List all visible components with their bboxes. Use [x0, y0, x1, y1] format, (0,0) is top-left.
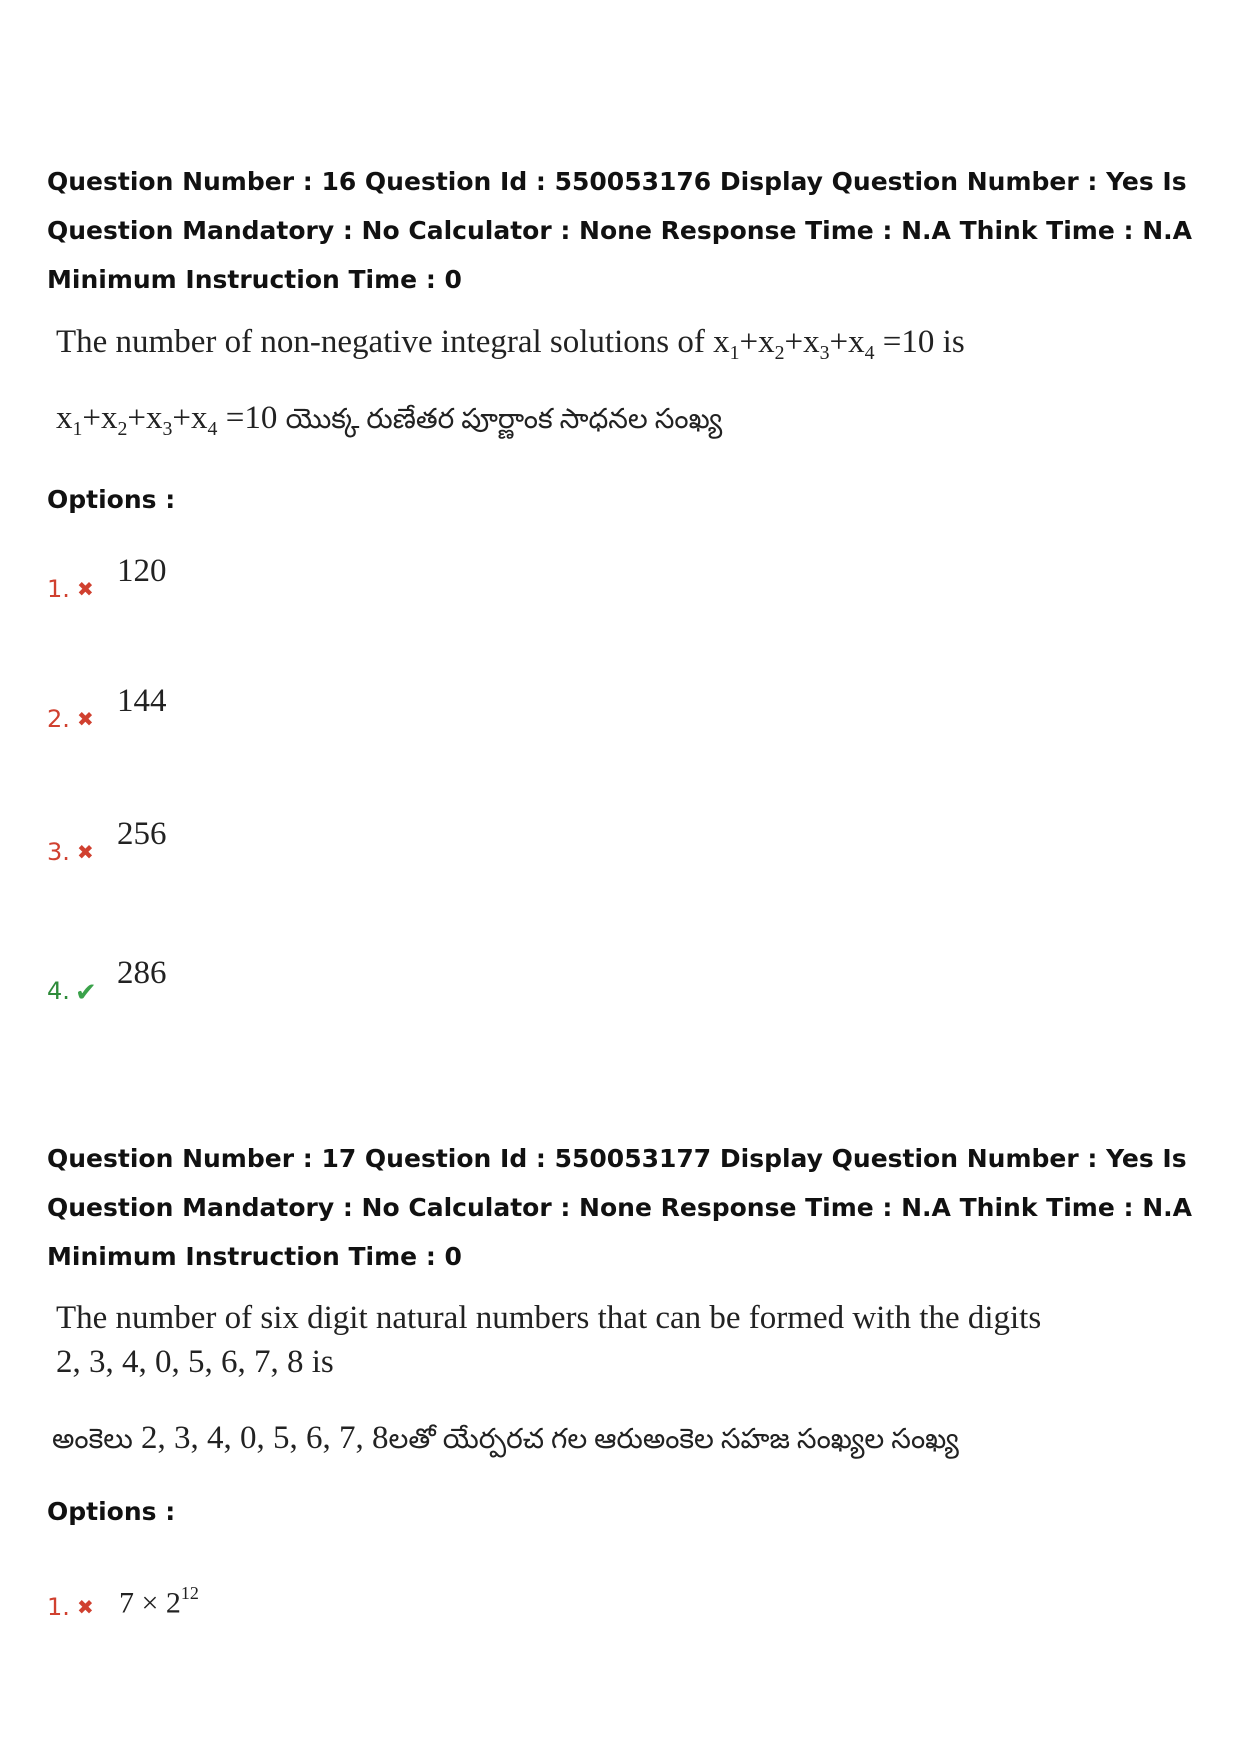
question-16-text-en: The number of non-negative integral solutions of $x_1+x_2+x_3+x_4 =10$ is	[56, 324, 965, 364]
question-17-text-en-suffix: is	[311, 1344, 334, 1380]
question-17-text-te-suffix: లతో యేర్పరచ గల ఆరుఅంకెల సహజ సంఖ్యల సంఖ్య	[388, 1424, 959, 1455]
question-16-text-en-prefix: The number of non-negative integral solutions of	[56, 324, 705, 360]
question-17-digits-te: 2, 3, 4, 0, 5, 6, 7, 8	[141, 1420, 389, 1456]
question-16-equation-rhs-te: 10	[244, 400, 278, 436]
option-value: 256	[117, 816, 167, 852]
option-value: 286	[117, 955, 167, 991]
question-16-option-2[interactable]	[47, 683, 347, 733]
question-17-text-te	[52, 1418, 959, 1460]
option-value: 144	[117, 683, 167, 719]
cross-icon: ✖	[77, 1595, 94, 1619]
cross-icon: ✖	[77, 707, 94, 731]
question-16-option-1[interactable]	[47, 553, 347, 603]
cross-icon: ✖	[77, 840, 94, 864]
question-17-digits: 2, 3, 4, 0, 5, 6, 7, 8	[56, 1344, 304, 1380]
option-value	[119, 1575, 199, 1622]
question-16-option-4[interactable]	[47, 955, 347, 1008]
option-base: 7 × 2	[119, 1586, 181, 1620]
option-number: 1.	[47, 575, 70, 603]
option-exponent: 12	[180, 1583, 199, 1603]
question-17-text-en-line1: The number of six digit natural numbers that can be formed with the digits	[56, 1300, 1042, 1336]
question-17-text-en-line2	[56, 1342, 334, 1382]
question-17-option-1[interactable]	[47, 1565, 347, 1621]
question-17-meta: Question Number : 17 Question Id : 550053177 Display Question Number : Yes Is Question Mandatory : No Calculator : None Response Time : N.A Think Time : N.A Minimum Instruction Time : 0	[47, 1144, 1192, 1271]
option-number: 1.	[47, 1593, 70, 1621]
question-16-equation-rhs: 10	[901, 324, 935, 360]
question-16-options-label: Options :	[47, 485, 176, 514]
question-16-text-en-suffix: is	[942, 324, 965, 360]
question-17-options-label: Options :	[47, 1497, 176, 1526]
cross-icon: ✖	[77, 577, 94, 601]
question-16-option-3[interactable]	[47, 816, 347, 866]
question-17-text-te-prefix: అంకెలు	[52, 1424, 133, 1455]
option-value: 120	[117, 553, 167, 589]
option-number: 3.	[47, 838, 70, 866]
question-16-text-te-words: యొక్క రుణేతర పూర్ణాంక సాధనల సంఖ్య	[285, 404, 723, 435]
option-number: 2.	[47, 705, 70, 733]
check-icon: ✔	[75, 978, 97, 1008]
question-16-text-te: $x_1+x_2+x_3+x_4 =10$ యొక్క రుణేతర పూర్ణాంక సాధనల సంఖ్య	[56, 400, 723, 440]
option-number: 4.	[47, 977, 70, 1005]
question-16-meta: Question Number : 16 Question Id : 550053176 Display Question Number : Yes Is Question Mandatory : No Calculator : None Response Time : N.A Think Time : N.A Minimum Instruction Time : 0	[47, 167, 1192, 294]
